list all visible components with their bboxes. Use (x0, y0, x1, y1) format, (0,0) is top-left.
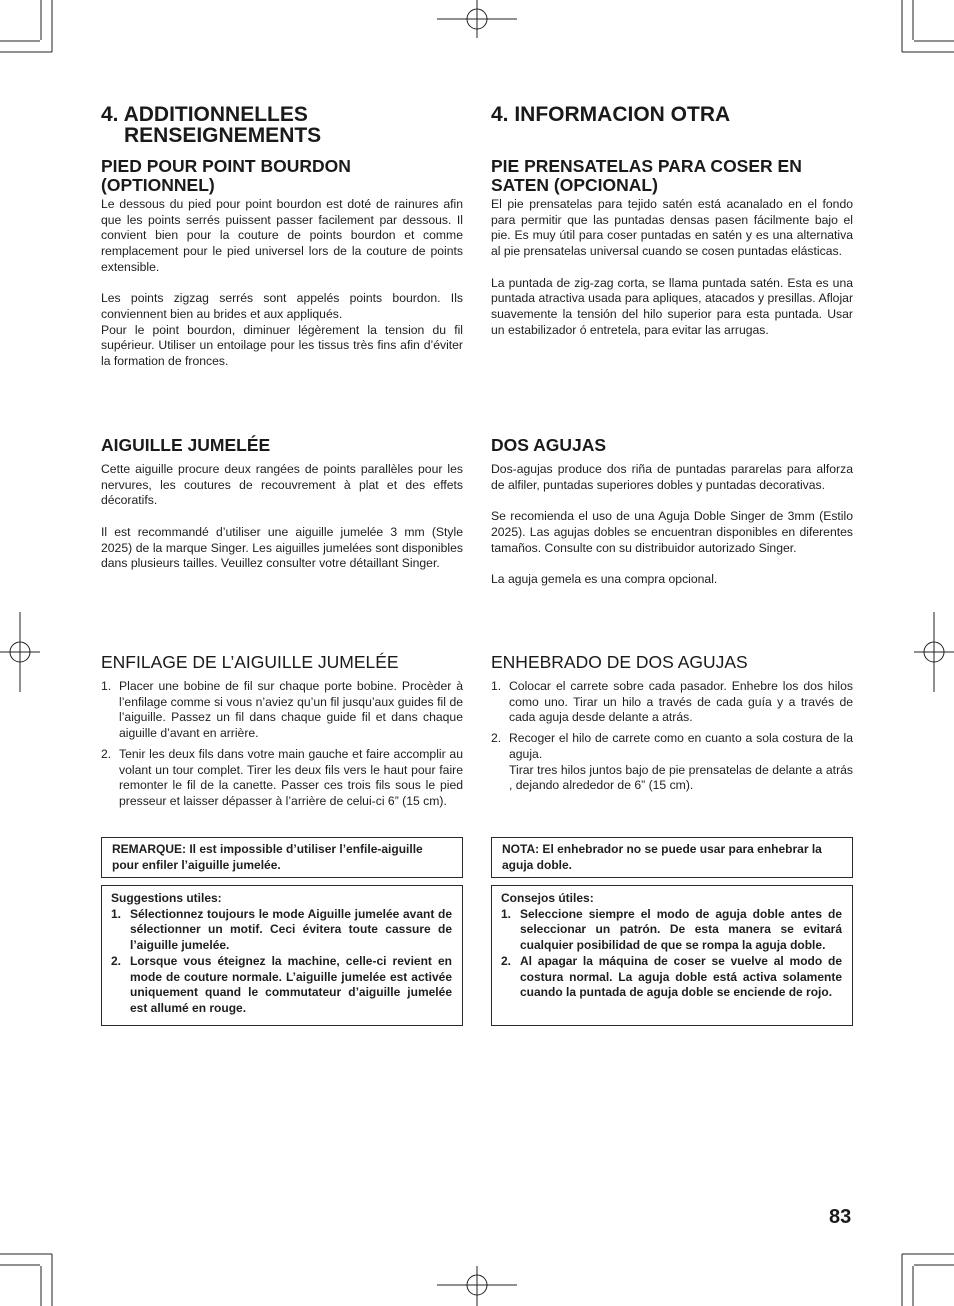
paragraph: El pie prensatelas para tejido satén está acanalado en el fondo para permitir que las puntadas densas pasen fácilmente bajo el pie. Es muy útil para coser puntadas en satén y es una alternativa al pie prensatelas universal cuando se cosen puntadas elásticas. (491, 197, 853, 259)
list-item (101, 747, 463, 810)
section-heading: DOS AGUJAS (491, 435, 607, 455)
section-heading: ENHEBRADO DE DOS AGUJAS (491, 652, 748, 672)
title-line-1: 4. ADDITIONNELLES (101, 103, 308, 126)
section-heading: PIED POUR POINT BOURDON (OPTIONNEL) (101, 156, 351, 195)
item-number: 2. (111, 953, 122, 968)
steps-list (491, 679, 853, 794)
note-text: NOTA: El enhebrador no se puede usar para enhebrar la aguja doble. (502, 842, 822, 872)
note-box-fr (101, 837, 463, 878)
list-item (101, 679, 463, 742)
paragraph: Pour le point bourdon, diminuer légèrement la tension du fil supérieur. Utiliser un entoilage pour les tissus très fins afin d’éviter la formation de fronces. (101, 322, 463, 369)
page-title-fr (101, 104, 321, 146)
steps-list (101, 679, 463, 810)
item-text: Seleccione siempre el modo de aguja doble antes de seleccionar un patrón. De esta manera se evitará cualquier posibilidad de que se rompa la aguja doble. (520, 906, 842, 953)
section-twin-threading-fr (101, 653, 463, 815)
section-twin-needle-es (491, 436, 853, 588)
item-number: 1. (491, 679, 502, 693)
paragraph: La aguja gemela es una compra opcional. (491, 571, 718, 586)
list-item (501, 907, 842, 954)
item-text: Al apagar la máquina de coser se vuelve al modo de costura normal. La aguja doble está activa solamente cuando la puntada de aguja doble se enciende de rojo. (520, 953, 842, 1000)
list-item (491, 731, 853, 794)
page-number: 83 (829, 1206, 852, 1228)
item-number: 2. (491, 731, 502, 746)
tips-heading: Consejos útiles: (501, 891, 594, 905)
tips-list (501, 907, 842, 1001)
item-text: Tenir les deux fils dans votre main gauche et faire accomplir au volant un tour complet. Tirer les deux fils vers le haut pour faire remonter le fil de la canette. Passer ces trois fils sous le pied presseur et laisser dépasser à l’arrière de celui-ci 6” (15 cm). (119, 746, 463, 808)
paragraph: Dos-agujas produce dos riña de puntadas pararelas para alforza de alfiler, puntadas superiores dobles y puntadas decorativas. (491, 462, 853, 492)
item-number: 1. (501, 906, 512, 921)
tips-box-es (491, 885, 853, 1026)
title-line-1: 4. INFORMACION OTRA (491, 103, 731, 126)
page-title-es (491, 104, 730, 125)
list-item (491, 679, 853, 726)
paragraph: Les points zigzag serrés sont appelés points bourdon. Ils conviennent bien au brides et aux appliqués. (101, 291, 463, 321)
list-item (111, 954, 452, 1017)
item-number: 2. (101, 746, 112, 761)
paragraph: Cette aiguille procure deux rangées de points parallèles pour les nervures, les coutures de recouvrement à plat et des effets décoratifs. (101, 462, 463, 508)
section-twin-threading-es (491, 653, 853, 799)
item-number: 1. (101, 679, 112, 693)
item-text: Sélectionnez toujours le mode Aiguille jumelée avant de sélectionner un motif. Ceci évitera toute cassure de l’aiguille jumelée. (130, 906, 452, 953)
tips-list (111, 907, 452, 1017)
paragraph: Il est recommandé d’utiliser une aiguille jumelée 3 mm (Style 2025) de la marque Singer. Les aiguilles jumelées sont disponibles dans plusieurs tailles. Veuillez consulter votre détaillant Singer. (101, 524, 463, 571)
item-text: Lorsque vous éteignez la machine, celle-ci revient en mode de couture normale. L’aiguille jumelée est activée uniquement quand le commutateur d’aiguille jumelée est allumé en rouge. (130, 953, 452, 1015)
paragraph: Se recomienda el uso de una Aguja Doble Singer de 3mm (Estilo 2025). Las agujas dobles se encuentran disponibles en diferentes tamaños. Consulte con su distribuidor autorizado Singer. (491, 509, 853, 555)
section-twin-needle-fr (101, 436, 463, 572)
item-text: Recoger el hilo de carrete como en cuanto a sola costura de la aguja. (509, 731, 853, 761)
item-number: 1. (111, 906, 122, 921)
section-heading: AIGUILLE JUMELÉE (101, 435, 271, 455)
list-item (111, 907, 452, 954)
section-satin-foot-es (491, 157, 853, 338)
section-satin-foot-fr (101, 157, 463, 370)
note-box-es (491, 837, 853, 878)
note-text: REMARQUE: Il est impossible d’utiliser l’enfile-aiguille pour enfiler l’aiguille jumelée. (112, 842, 423, 872)
tips-heading: Suggestions utiles: (111, 891, 222, 905)
paragraph: Le dessous du pied pour point bourdon est doté de rainures afin que les points serrés puissent passer facilement par dessous. Il convient bien pour la couture de points bourdon et comme remplacement pour le pied universel lors de la couture de points extensible. (101, 197, 463, 274)
item-number: 2. (501, 953, 512, 968)
title-line-2: RENSEIGNEMENTS (124, 124, 322, 147)
item-text: Placer une bobine de fil sur chaque porte bobine. Procèder à l’enfilage comme si vous n’aviez qu’un fil jusqu’aux guides fil de l’aiguille. Passez un fil dans chaque guide fil et dans chaque aiguille d’avant en arrière. (119, 679, 463, 741)
item-text: Tirar tres hilos juntos bajo de pie prensatelas de delante a atrás , dejando alrededor de 6” (15 cm). (509, 762, 853, 793)
section-heading: PIE PRENSATELAS PARA COSER EN SATEN (OPCIONAL) (491, 156, 802, 195)
tips-box-fr (101, 885, 463, 1026)
item-text: Colocar el carrete sobre cada pasador. Enhebre los dos hilos como uno. Tirar un hilo a través de cada guía y a través de cada aguja desde delante a atrás. (509, 679, 853, 725)
list-item (501, 954, 842, 1001)
section-heading: ENFILAGE DE L’AIGUILLE JUMELÉE (101, 652, 399, 672)
paragraph: La puntada de zig-zag corta, se llama puntada satén. Esta es una puntada atractiva usada para apliques, atacados y presillas. Aflojar suavemente la tensión del hilo superior para esta puntada. Usar un estabilizador ó entretela, para evitar las arrugas. (491, 275, 853, 337)
